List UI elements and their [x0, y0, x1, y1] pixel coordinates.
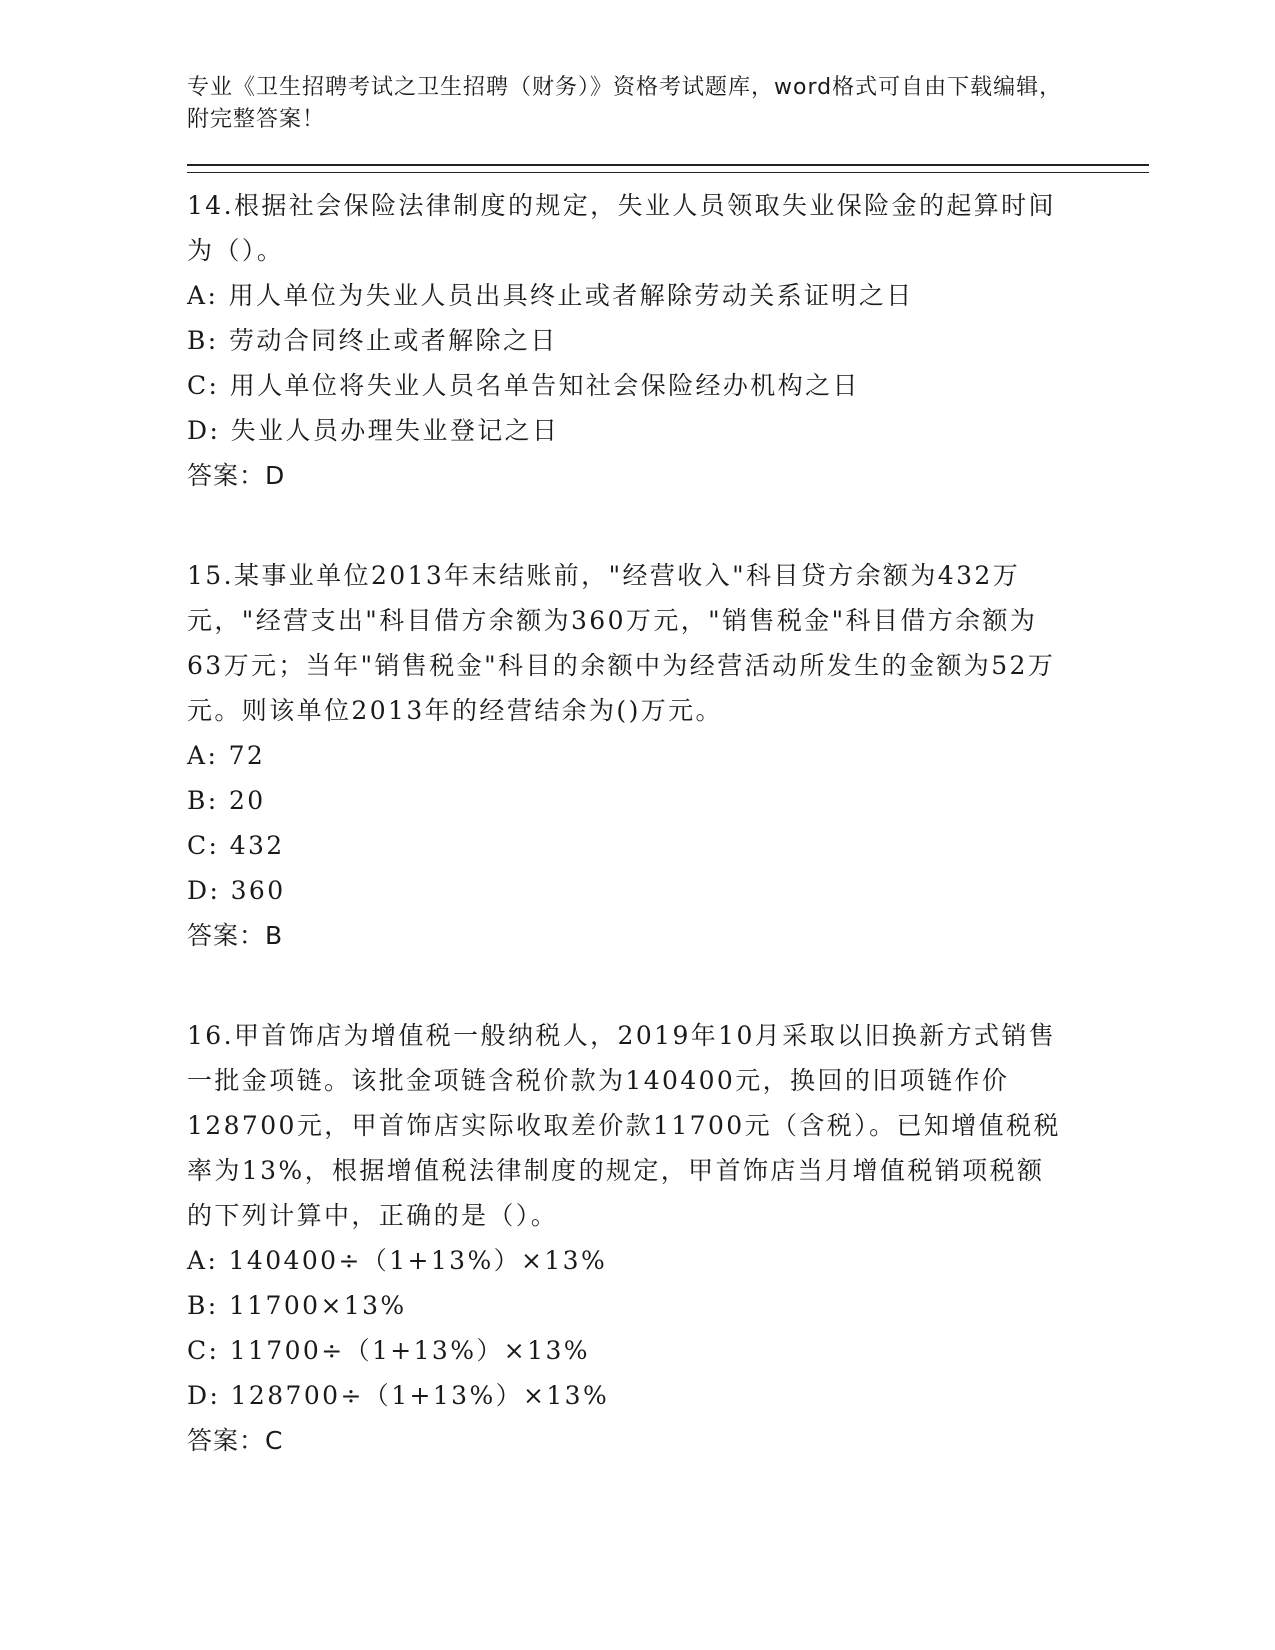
- option-b: B: 11700×13%: [187, 1291, 407, 1320]
- option-d: D: 360: [187, 876, 286, 905]
- answer-line: 答案：D: [187, 461, 286, 490]
- document-header: 专业《卫生招聘考试之卫生招聘（财务）》资格考试题库，word格式可自由下载编辑，附完整答案！: [187, 75, 1063, 132]
- question-16: [187, 1013, 1147, 1463]
- answer-line: 答案：C: [187, 1426, 284, 1455]
- option-a: A: 72: [187, 741, 266, 770]
- option-d: D: 128700÷（1+13%）×13%: [187, 1381, 610, 1410]
- option-b: B: 20: [187, 786, 266, 815]
- question-spacer: [187, 498, 1147, 543]
- header-divider: [187, 164, 1149, 173]
- option-c: C: 用人单位将失业人员名单告知社会保险经办机构之日: [187, 371, 860, 400]
- option-a: A: 用人单位为失业人员出具终止或者解除劳动关系证明之日: [187, 281, 914, 310]
- option-d: D: 失业人员办理失业登记之日: [187, 416, 560, 445]
- question-stem: 14.根据社会保险法律制度的规定，失业人员领取失业保险金的起算时间为（）。: [187, 191, 1056, 265]
- option-a: A: 140400÷（1+13%）×13%: [187, 1246, 608, 1275]
- answer-line: 答案：B: [187, 921, 284, 950]
- option-b: B: 劳动合同终止或者解除之日: [187, 326, 558, 355]
- option-c: C: 432: [187, 831, 285, 860]
- question-stem: 15.某事业单位2013年末结账前，"经营收入"科目贷方余额为432万元，"经营支出"科目借方余额为360万元，"销售税金"科目借方余额为63万元；当年"销售税金"科目的余额中为经营活动所发生的金额为52万元。则该单位2013年的经营结余为()万元。: [187, 561, 1056, 725]
- question-15: [187, 553, 1147, 958]
- question-spacer: [187, 958, 1147, 1003]
- question-14: [187, 183, 1147, 498]
- option-c: C: 11700÷（1+13%）×13%: [187, 1336, 590, 1365]
- document-page: [187, 72, 1147, 1463]
- question-stem: 16.甲首饰店为增值税一般纳税人，2019年10月采取以旧换新方式销售一批金项链。该批金项链含税价款为140400元，换回的旧项链作价128700元，甲首饰店实际收取差价款11700元（含税）。已知增值税税率为13%，根据增值税法律制度的规定，甲首饰店当月增值税销项税额的下列计算中，正确的是（）。: [187, 1021, 1061, 1230]
